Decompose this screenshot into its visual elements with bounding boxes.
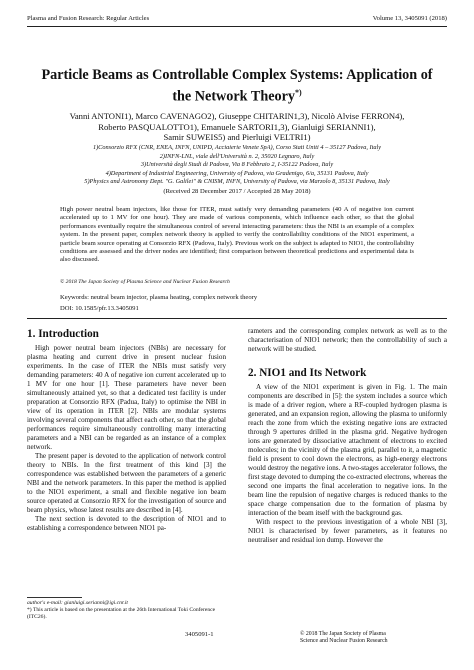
- section-2-heading: 2. NIO1 and Its Network: [248, 367, 367, 379]
- section-1-heading: 1. Introduction: [27, 328, 99, 340]
- section-1-paragraph-2: The present paper is devoted to the application of network control theory to NBIs. In the first treatment of this kind [3] the correspondence was established between the parameters of a generic NBI and the network parameters. In this paper the method is applied to the NIO1 experiment, a small and flexible negative ion beam source operated at Consorzio RFX for the investigation of source and beam physics, whose latest results are described in [4].: [27, 452, 226, 514]
- journal-name: Plasma and Fusion Research: Regular Articles: [27, 15, 150, 22]
- title-line-2: [27, 84, 447, 106]
- footer-copyright-line-2: Science and Nuclear Fusion Research: [300, 638, 388, 645]
- right-column: [248, 327, 447, 545]
- volume-info: Volume 13, 3405091 (2018): [372, 15, 447, 22]
- section-2-paragraph-1: A view of the NIO1 experiment is given in Fig. 1. The main components are described in [5]: the system includes a source which is made of a driver region, where a RF-coupled hydrogen plasma is generated, and an expansion region, allowing the plasma to uniformly reach the zone from which the existing negative ions are extracted through 9 apertures drilled in the plasma grid. Negative hydrogen ions are generated by dissociative attachment of electrons to excited molecules; in the vicinity of the plasma grid, parallel to it, a magnetic field is present to cool down the electrons, as high-energy electrons would destroy the negative ions. A two-stages accelerator follows, the first stage devoted to dumping the co-extracted electrons, whereas the second one imparts the final acceleration to negative ions. In the beam line the repulsion of negative charges is reduced thanks to the space charge compensation due to the formation of plasma by interaction of the beam itself with the background gas.: [248, 383, 447, 517]
- affiliation-5: 5)Physics and Astronomy Dept. "G. Galilei" & CNISM, INFN, University of Padova, via Marzolo 8, 35131 Padova, Italy: [84, 178, 390, 186]
- conference-note: *) This article is based on the presentation at the 26th International Toki Conference (ITC26).: [27, 607, 216, 620]
- footnote-rule: [27, 597, 82, 598]
- affiliation-3: 3)Università degli Studi di Padova, Via 8 Febbraio 2, I-35122 Padova, Italy: [140, 161, 334, 169]
- authors-line-1: Vanni ANTONI1), Marco CAVENAGO2), Giuseppe CHITARIN1,3), Nicolò Alvise FERRON4),: [69, 111, 405, 121]
- authors-line-2: Roberto PASQUALOTTO1), Emanuele SARTORI1,3), Gianluigi SERIANNI1),: [98, 121, 376, 132]
- section-2-paragraph-2: With respect to the previous investigation of a whole NBI [3], NIO1 is characterised by fewer parameters, as it features no neutraliser and residual ion dump. However the: [248, 518, 447, 544]
- title-line-1: Particle Beams as Controllable Complex Systems: Application of: [41, 67, 433, 83]
- footer-copyright-line-1: © 2018 The Japan Society of Plasma: [300, 631, 386, 637]
- title-mark: *): [295, 88, 302, 97]
- header-rule: [27, 26, 447, 27]
- affiliation-4: 4)Department of Industrial Engineering, University of Padova, via Gradenigo, 6/a, 35131 Padova, Italy: [105, 169, 369, 177]
- section-1-paragraph-3: The next section is devoted to the description of NIO1 and to establishing a correspondence between NIO1 pa-: [27, 515, 226, 532]
- authors-line-3: Samir SUWEIS5) and Pierluigi VELTRI1): [163, 132, 311, 143]
- abstract-copyright: © 2018 The Japan Society of Plasma Science and Nuclear Fusion Research: [60, 279, 230, 285]
- abstract: High power neutral beam injectors, like those for ITER, must satisfy very demanding parameters (40 A of negative ion current accelerated up to 1 MV for one hour). They are made of various components, which influence each other, so that the global performances eventually require the simultaneous control of several interacting parameters: thus the NBI is an example of a complex system. In the present paper, complex network theory is applied to verify the controllability conditions of the NIO1 experiment, a particle beam source operating at Consorzio RFX (Padova, Italy). Previous work on the subject is adapted to NIO1, the controllability conditions are assessed and the driver nodes are identified; first comparison between theoretical predictions and experimental data is also discussed.: [60, 206, 414, 264]
- title-line-2-text: the Network Theory: [172, 88, 295, 105]
- page-number: 3405091-1: [185, 631, 214, 638]
- body-rule: [27, 318, 447, 319]
- doi[interactable]: DOI: 10.1585/pfr.13.3405091: [60, 305, 139, 312]
- footnotes: [27, 600, 227, 621]
- section-1-paragraph-1: High power neutral beam injectors (NBIs) are necessary for plasma heating and current drive in present nuclear fusion experiments. In the case of ITER the NBIs must satisfy very demanding parameters: 40 A of negative ion current accelerated up to 1 MV for one hour [1]. These parameters have never been simultaneously attained yet, so that a dedicated test facility is under preparation at Consorzio RFX (Padua, Italy) to optimise the NBI in view of its operation in ITER [2]. NBIs are modular systems involving several components that affect each other, so that the global performances require simultaneously controlling many interacting parameters and a NBI can be regarded as an instance of a complex network.: [27, 344, 226, 451]
- left-column: [27, 327, 226, 533]
- affiliation-1: 1)Consorzio RFX (CNR, ENEA, INFN, UNIPD, Acciaierie Venete SpA), Corso Stati Uniti 4 – 35127 Padova, Italy: [92, 144, 382, 151]
- received-dates: (Received 28 December 2017 / Accepted 28 May 2018): [163, 188, 311, 195]
- section-gap: [248, 354, 447, 366]
- keywords: Keywords: neutral beam injector, plasma heating, complex network theory: [60, 294, 258, 301]
- author-list: [27, 111, 447, 143]
- author-email-note: author's e-mail: gianluigi.serianni@igi.cnr.it: [27, 600, 128, 606]
- affiliations: [27, 144, 447, 187]
- affiliation-2: 2)INFN-LNL, viale dell'Università n. 2, 35020 Legnaro, Italy: [159, 152, 315, 160]
- section-1-continuation: rameters and the corresponding complex network as well as to the characterisation of NIO1 network; then the controllability of such a network will be studied.: [248, 327, 447, 353]
- footer-copyright: [300, 631, 388, 646]
- article-title: [27, 66, 447, 106]
